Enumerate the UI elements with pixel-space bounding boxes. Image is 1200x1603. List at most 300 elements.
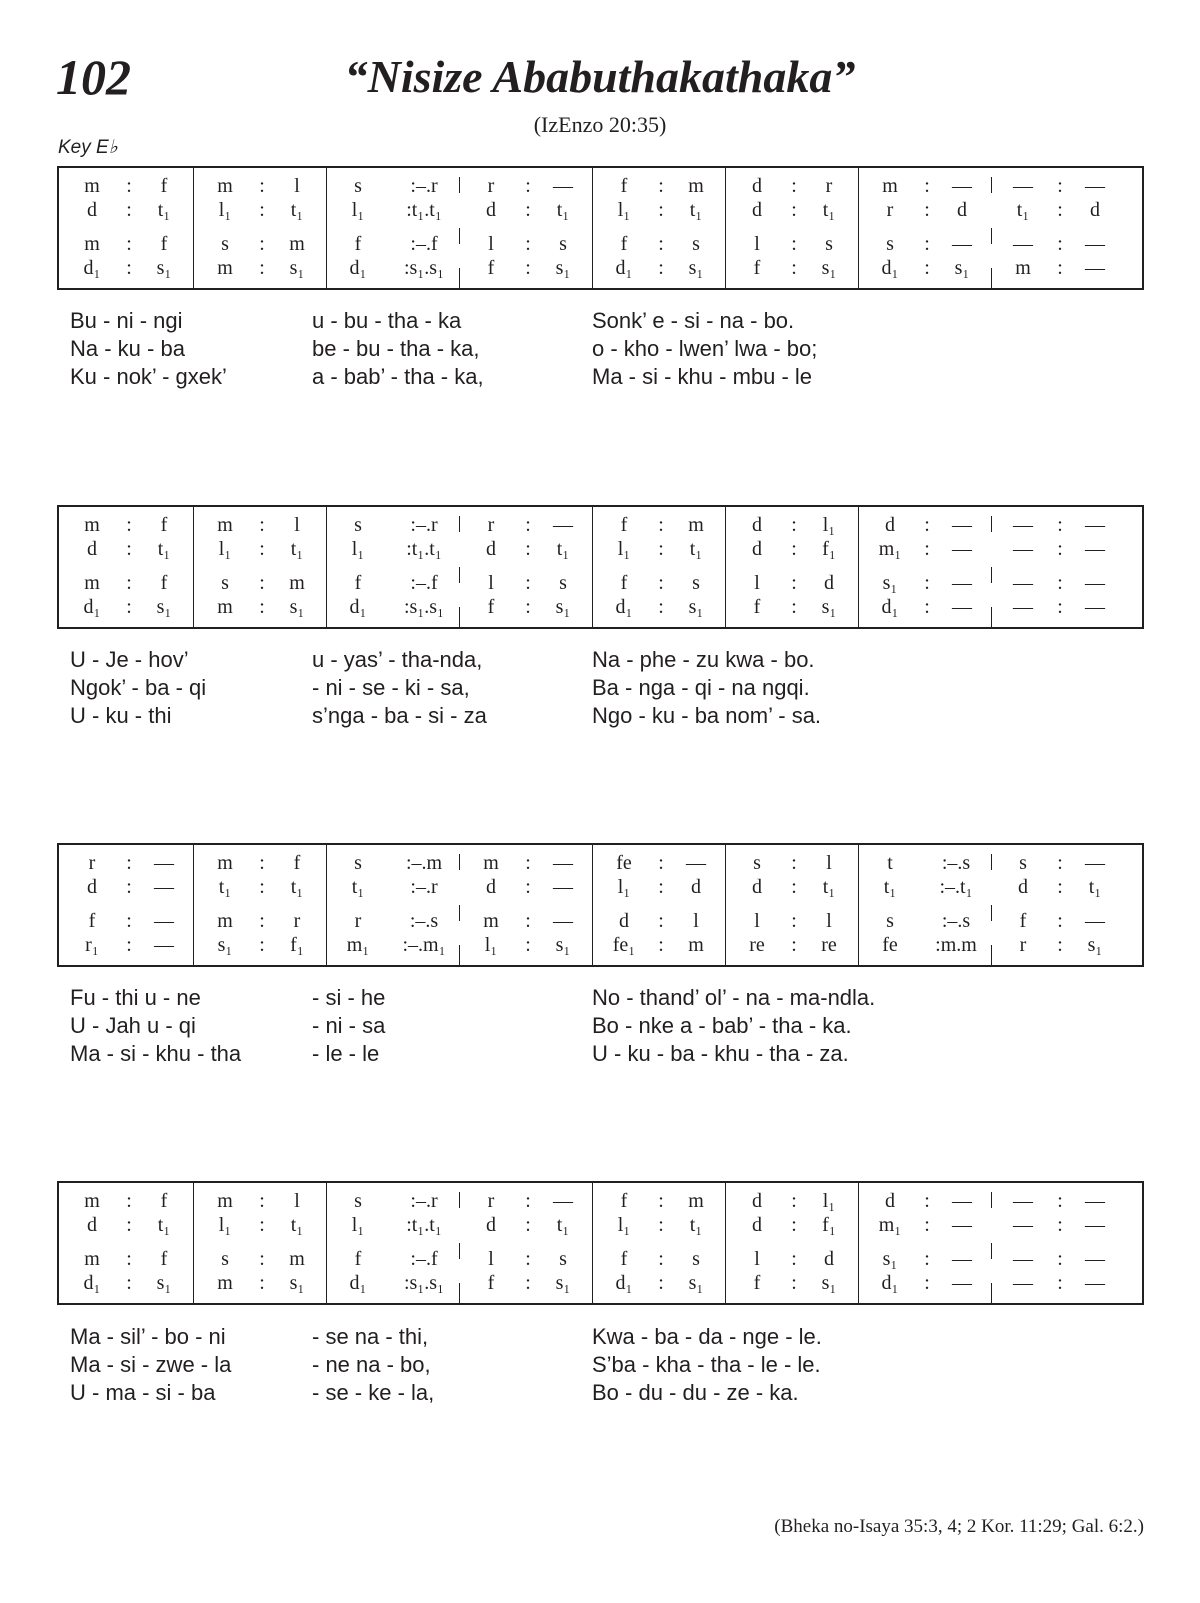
solfa-measure — [992, 537, 1125, 561]
solfa-measure — [61, 875, 194, 899]
beat-colon: : — [1057, 596, 1063, 618]
solfa-note: d — [486, 199, 496, 221]
solfa-note: s₁ — [289, 596, 305, 618]
solfa-measure — [593, 513, 726, 537]
solfa-note: f — [753, 596, 761, 618]
beat-colon: : — [525, 1272, 531, 1294]
solfa-note: l — [754, 1248, 760, 1270]
lyric-fragment: u - yas’ - tha-nda, — [312, 647, 483, 672]
solfa-measure — [992, 875, 1125, 899]
solfa-note: — — [1013, 175, 1033, 197]
solfa-note: — — [952, 572, 972, 594]
solfa-note: d₁ — [615, 596, 633, 618]
solfa-note: f — [160, 175, 168, 197]
solfa-note: m — [688, 934, 704, 956]
footnote: (Bheka no-Isaya 35:3, 4; 2 Kor. 11:29; Gal. 6:2.) — [774, 1516, 1144, 1537]
solfa-note: d — [1090, 199, 1100, 221]
solfa-note: s₁ — [555, 934, 571, 956]
beat-colon: : — [1057, 876, 1063, 898]
lyric-line-1 — [0, 983, 1200, 1013]
lyric-fragment: Kwa - ba - da - nge - le. — [592, 1324, 822, 1349]
solfa-note: d — [486, 876, 496, 898]
solfa-note: s₁ — [688, 596, 704, 618]
solfa-measure — [327, 1247, 460, 1271]
solfa-note: l — [294, 175, 300, 197]
beat-colon: : — [259, 852, 265, 874]
solfa-note: :s₁.s₁ — [403, 1272, 445, 1294]
beat-colon: : — [1057, 1248, 1063, 1270]
solfa-note: d₁ — [83, 257, 101, 279]
beat-colon: : — [658, 852, 664, 874]
solfa-note: fe₁ — [612, 934, 636, 956]
solfa-measure — [194, 875, 327, 899]
beat-colon: : — [126, 1272, 132, 1294]
solfa-note: l — [826, 852, 832, 874]
solfa-note: d — [752, 1190, 762, 1212]
beat-colon: : — [259, 1272, 265, 1294]
solfa-note: t₁ — [290, 199, 304, 221]
solfa-note: l₁ — [218, 199, 232, 221]
solfa-measure — [726, 1189, 859, 1213]
solfa-note: re — [821, 934, 837, 956]
solfa-note: — — [154, 934, 174, 956]
solfa-measure — [859, 851, 992, 875]
solfa-note: f — [620, 233, 628, 255]
solfa-note: s₁ — [289, 257, 305, 279]
beat-colon: : — [259, 596, 265, 618]
solfa-measure — [61, 571, 194, 595]
solfa-note: d₁ — [349, 257, 367, 279]
solfa-note: s — [692, 1248, 700, 1270]
solfa-note: :–.r — [410, 175, 438, 197]
solfa-note: :m.m — [935, 934, 977, 956]
solfa-note: :–.t₁ — [939, 876, 973, 898]
solfa-measure — [194, 513, 327, 537]
beat-colon: : — [791, 1214, 797, 1236]
solfa-measure — [859, 1247, 992, 1271]
solfa-measure — [726, 571, 859, 595]
solfa-measure — [992, 933, 1125, 957]
solfa-note: f — [487, 596, 495, 618]
solfa-note: s₁ — [882, 572, 898, 594]
solfa-measure — [327, 571, 460, 595]
solfa-measure — [859, 174, 992, 198]
solfa-note: m — [217, 596, 233, 618]
key-signature: Key E♭ — [58, 137, 118, 158]
solfa-note: — — [553, 876, 573, 898]
solfa-note: r — [487, 175, 495, 197]
lyric-fragment: Na - ku - ba — [70, 336, 185, 361]
solfa-measure — [61, 1189, 194, 1213]
solfa-note: :–.s — [941, 852, 971, 874]
solfa-note: t₁ — [351, 876, 365, 898]
beat-colon: : — [259, 1190, 265, 1212]
lyric-fragment: - se - ke - la, — [312, 1380, 435, 1405]
solfa-measure — [859, 1189, 992, 1213]
notation-system-2 — [57, 505, 1144, 629]
solfa-measure — [593, 537, 726, 561]
beat-colon: : — [126, 596, 132, 618]
beat-colon: : — [126, 876, 132, 898]
solfa-note: f — [354, 233, 362, 255]
beat-colon: : — [259, 876, 265, 898]
lyric-fragment: Ma - si - khu - tha — [70, 1041, 242, 1066]
solfa-measure — [859, 256, 992, 280]
solfa-note: f — [620, 514, 628, 536]
solfa-measure — [460, 909, 593, 933]
lyric-fragment: Ku - nok’ - gxek’ — [70, 364, 227, 389]
lyric-fragment: Sonk’ e - si - na - bo. — [592, 308, 795, 333]
solfa-note: d — [752, 1214, 762, 1236]
solfa-note: — — [553, 514, 573, 536]
solfa-note: t₁ — [1088, 876, 1102, 898]
solfa-note: d₁ — [83, 1272, 101, 1294]
scripture-reference: (IzEnzo 20:35) — [533, 112, 667, 137]
solfa-measure — [593, 851, 726, 875]
solfa-note: t₁ — [218, 876, 232, 898]
solfa-measure — [460, 933, 593, 957]
solfa-measure — [992, 1271, 1125, 1295]
solfa-note: d₁ — [83, 596, 101, 618]
solfa-note: :–.m₁ — [402, 934, 446, 956]
beat-colon: : — [658, 233, 664, 255]
beat-colon: : — [658, 876, 664, 898]
solfa-note: d — [619, 910, 629, 932]
solfa-measure — [992, 256, 1125, 280]
solfa-measure — [327, 909, 460, 933]
solfa-measure — [194, 174, 327, 198]
beat-colon: : — [924, 1214, 930, 1236]
solfa-note: l — [294, 514, 300, 536]
solfa-note: t₁ — [556, 538, 570, 560]
solfa-note: f — [354, 1248, 362, 1270]
solfa-note: f — [753, 257, 761, 279]
solfa-measure — [726, 875, 859, 899]
solfa-note: d — [1018, 876, 1028, 898]
solfa-measure — [726, 851, 859, 875]
solfa-note: — — [952, 1272, 972, 1294]
solfa-measure — [61, 537, 194, 561]
solfa-note: s₁ — [882, 1248, 898, 1270]
solfa-measure — [460, 1271, 593, 1295]
solfa-note: m — [289, 1248, 305, 1270]
solfa-measure — [460, 537, 593, 561]
beat-colon: : — [658, 1272, 664, 1294]
solfa-note: t₁ — [157, 538, 171, 560]
solfa-note: d₁ — [881, 596, 899, 618]
solfa-note: d — [752, 876, 762, 898]
beat-colon: : — [1057, 199, 1063, 221]
beat-colon: : — [1057, 1214, 1063, 1236]
solfa-note: m — [217, 175, 233, 197]
solfa-note: — — [1013, 596, 1033, 618]
solfa-note: m — [882, 175, 898, 197]
lyric-fragment: s’nga - ba - si - za — [312, 703, 487, 728]
lyric-line-3 — [0, 362, 1200, 392]
lyric-fragment: Ma - si - zwe - la — [70, 1352, 232, 1377]
solfa-note: l₁ — [351, 199, 365, 221]
solfa-measure — [859, 1271, 992, 1295]
solfa-note: — — [1085, 514, 1105, 536]
solfa-measure — [194, 256, 327, 280]
notation-system-4 — [57, 1181, 1144, 1305]
solfa-measure — [194, 571, 327, 595]
beat-colon: : — [126, 175, 132, 197]
solfa-note: t₁ — [157, 1214, 171, 1236]
beat-colon: : — [126, 514, 132, 536]
solfa-note: f — [293, 852, 301, 874]
solfa-note: — — [952, 175, 972, 197]
solfa-note: s — [753, 852, 761, 874]
solfa-note: d — [824, 572, 834, 594]
beat-colon: : — [791, 596, 797, 618]
solfa-measure — [61, 174, 194, 198]
solfa-note: s — [221, 572, 229, 594]
solfa-note: s₁ — [156, 257, 172, 279]
solfa-note: s₁ — [555, 257, 571, 279]
solfa-measure — [992, 1189, 1125, 1213]
solfa-note: d — [87, 1214, 97, 1236]
beat-colon: : — [259, 175, 265, 197]
solfa-note: d₁ — [615, 257, 633, 279]
beat-colon: : — [525, 257, 531, 279]
solfa-note: m — [217, 514, 233, 536]
solfa-measure — [859, 513, 992, 537]
solfa-note: l₁ — [351, 1214, 365, 1236]
solfa-note: l — [826, 910, 832, 932]
solfa-note: — — [1085, 1248, 1105, 1270]
beat-colon: : — [791, 175, 797, 197]
beat-colon: : — [525, 910, 531, 932]
solfa-note: — — [1013, 1214, 1033, 1236]
beat-colon: : — [126, 538, 132, 560]
beat-colon: : — [525, 852, 531, 874]
solfa-note: d — [752, 199, 762, 221]
solfa-note: t₁ — [290, 1214, 304, 1236]
solfa-note: t₁ — [822, 876, 836, 898]
notation-system-1 — [57, 166, 1144, 290]
beat-colon: : — [791, 934, 797, 956]
solfa-measure — [460, 875, 593, 899]
lyric-fragment: U - Jah u - qi — [70, 1013, 196, 1038]
solfa-measure — [593, 1189, 726, 1213]
lyric-fragment: u - bu - tha - ka — [312, 308, 462, 333]
beat-colon: : — [525, 175, 531, 197]
solfa-measure — [460, 174, 593, 198]
solfa-measure — [460, 232, 593, 256]
beat-colon: : — [658, 934, 664, 956]
solfa-note: d — [752, 175, 762, 197]
solfa-note: :t₁.t₁ — [406, 1214, 442, 1236]
lyric-fragment: o - kho - lwen’ lwa - bo; — [592, 336, 818, 361]
solfa-note: :–.r — [410, 1190, 438, 1212]
solfa-note: — — [1085, 572, 1105, 594]
solfa-measure — [194, 1213, 327, 1237]
beat-colon: : — [924, 1190, 930, 1212]
solfa-note: d — [752, 538, 762, 560]
solfa-measure — [327, 174, 460, 198]
solfa-measure — [194, 1271, 327, 1295]
solfa-measure — [61, 232, 194, 256]
beat-colon: : — [259, 1214, 265, 1236]
lyric-line-1 — [0, 1322, 1200, 1352]
solfa-note: — — [1085, 175, 1105, 197]
solfa-note: m — [217, 257, 233, 279]
beat-colon: : — [525, 876, 531, 898]
lyric-fragment: - se na - thi, — [312, 1324, 429, 1349]
solfa-note: m₁ — [878, 538, 902, 560]
lyric-fragment: - le - le — [312, 1041, 380, 1066]
beat-colon: : — [525, 233, 531, 255]
solfa-note: f — [160, 572, 168, 594]
beat-colon: : — [126, 1248, 132, 1270]
solfa-note: d — [87, 199, 97, 221]
solfa-note: m — [483, 852, 499, 874]
solfa-measure — [194, 1247, 327, 1271]
solfa-note: fe — [616, 852, 632, 874]
solfa-measure — [460, 198, 593, 222]
solfa-measure — [194, 595, 327, 619]
solfa-note: f — [160, 1190, 168, 1212]
solfa-measure — [61, 933, 194, 957]
lyric-line-3 — [0, 1039, 1200, 1069]
solfa-measure — [992, 1213, 1125, 1237]
beat-colon: : — [791, 257, 797, 279]
beat-colon: : — [259, 514, 265, 536]
beat-colon: : — [126, 572, 132, 594]
beat-colon: : — [1057, 910, 1063, 932]
solfa-measure — [327, 851, 460, 875]
solfa-measure — [460, 513, 593, 537]
solfa-note: — — [1085, 1214, 1105, 1236]
lyric-fragment: U - ma - si - ba — [70, 1380, 216, 1405]
solfa-measure — [726, 232, 859, 256]
beat-colon: : — [525, 1248, 531, 1270]
solfa-measure — [859, 595, 992, 619]
solfa-measure — [992, 232, 1125, 256]
solfa-measure — [859, 1213, 992, 1237]
lyric-line-3 — [0, 701, 1200, 731]
solfa-note: l₁ — [822, 1190, 836, 1212]
lyric-fragment: Bu - ni - ngi — [70, 308, 183, 333]
solfa-note: f — [620, 1248, 628, 1270]
beat-colon: : — [525, 572, 531, 594]
lyric-line-2 — [0, 673, 1200, 703]
solfa-note: s — [825, 233, 833, 255]
lyric-fragment: No - thand’ ol’ - na - ma-ndla. — [592, 985, 876, 1010]
solfa-measure — [992, 571, 1125, 595]
solfa-note: r — [1019, 934, 1027, 956]
solfa-note: m — [84, 514, 100, 536]
solfa-note: f₁ — [822, 1214, 836, 1236]
solfa-note: l — [488, 572, 494, 594]
solfa-note: d — [752, 514, 762, 536]
beat-colon: : — [259, 1248, 265, 1270]
solfa-measure — [992, 1247, 1125, 1271]
beat-colon: : — [259, 934, 265, 956]
lyric-fragment: a - bab’ - tha - ka, — [312, 364, 484, 389]
solfa-measure — [593, 256, 726, 280]
solfa-measure — [726, 1213, 859, 1237]
solfa-note: s — [354, 175, 362, 197]
beat-colon: : — [791, 199, 797, 221]
beat-colon: : — [259, 233, 265, 255]
solfa-note: d₁ — [349, 1272, 367, 1294]
beat-colon: : — [1057, 233, 1063, 255]
solfa-note: — — [154, 852, 174, 874]
solfa-note: t₁ — [689, 1214, 703, 1236]
solfa-note: s — [886, 910, 894, 932]
beat-colon: : — [924, 538, 930, 560]
solfa-note: l — [754, 233, 760, 255]
beat-colon: : — [525, 1214, 531, 1236]
solfa-note: s — [692, 233, 700, 255]
beat-colon: : — [791, 1190, 797, 1212]
solfa-measure — [61, 1213, 194, 1237]
solfa-measure — [460, 256, 593, 280]
beat-colon: : — [924, 257, 930, 279]
solfa-note: — — [154, 876, 174, 898]
solfa-measure — [593, 1213, 726, 1237]
solfa-measure — [593, 933, 726, 957]
solfa-note: — — [686, 852, 706, 874]
solfa-measure — [194, 1189, 327, 1213]
solfa-note: l — [693, 910, 699, 932]
solfa-note: re — [749, 934, 765, 956]
solfa-note: s₁ — [217, 934, 233, 956]
solfa-note: r — [886, 199, 894, 221]
solfa-measure — [726, 537, 859, 561]
solfa-note: m — [84, 1190, 100, 1212]
solfa-note: s — [886, 233, 894, 255]
solfa-measure — [859, 232, 992, 256]
solfa-note: r — [487, 1190, 495, 1212]
solfa-note: — — [1085, 538, 1105, 560]
solfa-note: t₁ — [689, 199, 703, 221]
solfa-note: s — [221, 233, 229, 255]
solfa-note: :s₁.s₁ — [403, 596, 445, 618]
beat-colon: : — [658, 572, 664, 594]
solfa-note: m — [289, 572, 305, 594]
solfa-note: :–.r — [410, 514, 438, 536]
beat-colon: : — [525, 1190, 531, 1212]
beat-colon: : — [1057, 175, 1063, 197]
solfa-note: r₁ — [85, 934, 99, 956]
solfa-note: — — [1085, 257, 1105, 279]
beat-colon: : — [126, 233, 132, 255]
solfa-note: m — [84, 1248, 100, 1270]
solfa-note: — — [1013, 1272, 1033, 1294]
solfa-measure — [327, 256, 460, 280]
solfa-note: l₁ — [351, 538, 365, 560]
solfa-note: :–.m — [405, 852, 443, 874]
solfa-measure — [327, 875, 460, 899]
solfa-note: s₁ — [289, 1272, 305, 1294]
lyric-fragment: - si - he — [312, 985, 386, 1010]
solfa-measure — [61, 198, 194, 222]
solfa-measure — [593, 595, 726, 619]
beat-colon: : — [924, 1248, 930, 1270]
solfa-note: l₁ — [218, 538, 232, 560]
beat-colon: : — [658, 514, 664, 536]
lyric-fragment: U - ku - thi — [70, 703, 172, 728]
solfa-measure — [726, 909, 859, 933]
beat-colon: : — [259, 572, 265, 594]
beat-colon: : — [259, 910, 265, 932]
beat-colon: : — [525, 538, 531, 560]
solfa-note: — — [952, 514, 972, 536]
solfa-note: :–.s — [941, 910, 971, 932]
